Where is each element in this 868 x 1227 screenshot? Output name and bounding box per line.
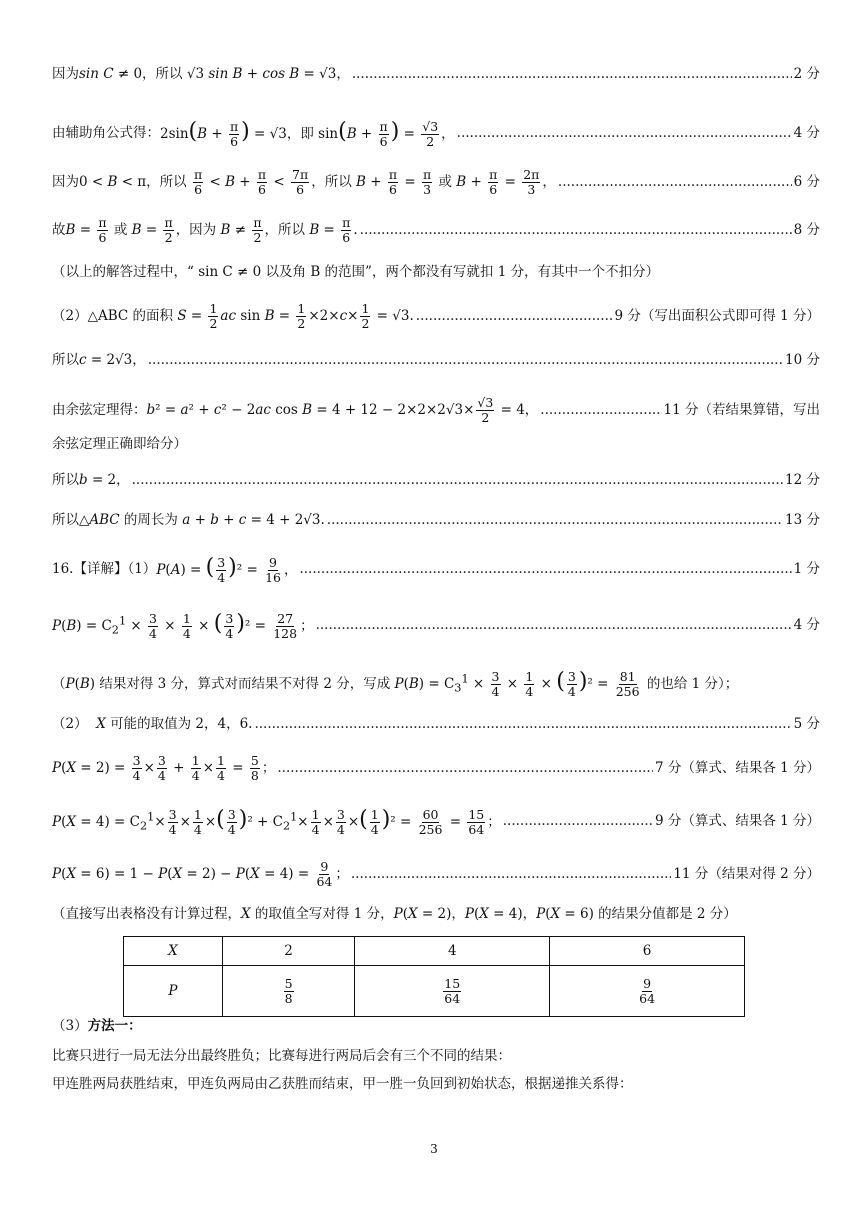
line-text: 余弦定理正确即给分） [52, 436, 187, 452]
score-label: 11 分（若结果算错，写出 [663, 401, 820, 418]
math-expr: P(X = 2) = $\frac{3}{4}$ × $\frac{3}{4}$ + $\frac{1}{4}$ × $\frac{1}{4}$ = $\frac{5}{8}$ ； [52, 753, 276, 783]
solution-line-20 [52, 1048, 820, 1065]
leader-dots [316, 617, 792, 634]
solution-line-1 [52, 66, 820, 83]
leader-dots [360, 222, 792, 239]
score-label: 4 分 [793, 616, 820, 633]
leader-dots [457, 125, 792, 142]
math-expr: P(X = 6) = 1 − P(X = 2) − P(X = 4) = $\frac{9}{64}$ ； [52, 859, 349, 889]
grading-note-3 [52, 906, 820, 923]
math-expr: sin C ≠ 0，所以 √3 sin B + cos B = √3， [79, 66, 350, 82]
leader-dots [352, 66, 792, 83]
leader-dots [351, 866, 671, 883]
line-text: 所以 [52, 512, 79, 528]
math-expr: $P(B) = C_2^1$ × $\frac{3}{4}$ × $\frac{1}{4}$ × ( $\frac{3}{4}$ )² = $\frac{27}{128}$ ； [52, 611, 314, 641]
solution-line-19 [52, 1018, 820, 1035]
score-label: 5 分 [793, 716, 820, 732]
grading-note-1 [52, 264, 820, 281]
table-row-label: P [124, 966, 223, 1017]
table-row [124, 966, 745, 1017]
table-header-row [124, 937, 745, 966]
solution-line-4 [52, 216, 820, 245]
line-text: （2） [52, 716, 88, 732]
math-expr: X 可能的取值为 2，4，6. [96, 716, 253, 732]
solution-line-3 [52, 168, 820, 197]
line-text: 由辅助角公式得： [52, 124, 160, 141]
line-text: 甲连胜两局获胜结束，甲连负两局由乙获胜而结束，甲一胜一负回到初始状态，根据递推关系得： [52, 1076, 633, 1092]
score-label: 9 分（算式、结果各 1 分） [654, 812, 820, 829]
leader-dots [132, 472, 783, 489]
grading-note-2 [52, 668, 820, 699]
solution-line-10 [52, 512, 820, 529]
solution-line-8 [52, 396, 820, 425]
solution-line-15 [52, 754, 820, 783]
line-text: （2）△ABC 的面积 [52, 307, 174, 324]
math-expr: b² = a² + c² − 2ac cos B = 4 + 12 − 2×2×2√3× $\frac{√3}{2}$ = 4， [146, 395, 539, 425]
solution-line-9 [52, 472, 820, 489]
leader-dots [254, 716, 791, 733]
score-label: 9 分（写出面积公式即可得 1 分） [614, 307, 820, 324]
line-text: 故 [52, 221, 66, 238]
table-header-cell: 2 [222, 937, 355, 966]
score-label: 2 分 [793, 66, 820, 82]
page-number: 3 [430, 1142, 438, 1156]
line-text: （3） [52, 1018, 88, 1034]
line-text: 16.【详解】（1） [52, 560, 157, 577]
leader-dots [277, 760, 653, 777]
solution-line-12 [52, 610, 820, 641]
math-expr: b = 2， [79, 472, 130, 488]
leader-dots [540, 402, 661, 419]
leader-dots [327, 512, 783, 529]
leader-dots [416, 308, 613, 325]
math-expr: S = $\frac{1}{2}$ ac sin B = $\frac{1}{2}$ ×2×c× $\frac{1}{2}$ = √3. [177, 301, 414, 331]
solution-line-21 [52, 1076, 820, 1093]
score-label: 13 分 [785, 512, 820, 528]
score-label: 12 分 [785, 472, 820, 488]
table-cell: $\frac{15}{64}$ [355, 966, 550, 1017]
leader-dots [299, 561, 791, 578]
table-header-cell: 4 [355, 937, 550, 966]
line-text: 所以 [52, 352, 79, 368]
score-label: 4 分 [793, 124, 820, 141]
math-expr: c = 2√3， [79, 352, 146, 368]
line-text: 所以 [52, 472, 79, 488]
math-expr: △ABC 的周长为 a + b + c = 4 + 2√3. [79, 512, 325, 528]
table-header-cell: X [124, 937, 223, 966]
solution-line-7 [52, 352, 820, 369]
leader-dots [503, 813, 653, 830]
line-text: 比赛只进行一局无法分出最终胜负；比赛每进行两局后会有三个不同的结果： [52, 1048, 511, 1064]
note-text: （以上的解答过程中，“ sin C ≠ 0 以及角 B 的范围”，两个都没有写就扣 1 分，有其中一个不扣分） [52, 264, 660, 280]
solution-line-8-cont [52, 436, 820, 453]
leader-dots [148, 352, 783, 369]
solution-line-6 [52, 302, 820, 331]
line-text: 由余弦定理得： [52, 401, 147, 418]
note-text: （直接写出表格没有计算过程，X 的取值全写对得 1 分，P(X = 2)，P(X = 4)，P(X = 6) 的结果分值都是 2 分） [52, 906, 737, 922]
math-expr: B = $\frac{\pi}{6}$ 或 B = $\frac{\pi}{2}$ ，因为 B ≠ $\frac{\pi}{2}$ ，所以 B = $\frac{\pi}{6}$ . [65, 215, 358, 245]
score-label: 6 分 [793, 173, 820, 190]
math-expr: P(A) = ( $\frac{3}{4}$ )² = $\frac{9}{16}$ ， [156, 555, 298, 585]
score-label: 1 分 [793, 560, 820, 577]
solution-line-11 [52, 554, 820, 585]
solution-line-14 [52, 716, 820, 733]
score-label: 10 分 [785, 352, 820, 368]
math-expr: 2sin(B + $\frac{\pi}{6}$ ) = √3，即 sin(B + $\frac{\pi}{6}$ ) = $\frac{√3}{2}$ ， [160, 119, 455, 149]
leader-dots [558, 174, 792, 191]
math-expr: 0 < B < π，所以 $\frac{\pi}{6}$ < B + $\frac{\pi}{6}$ < $\frac{7\pi}{6}$ ，所以 B + $\frac{\pi}{6}$ = $\frac{\pi}{3}$ 或 B + $\frac{\pi}{6}$ = $\frac{2\pi}{3}$ ， [79, 167, 556, 197]
table-cell: $\frac{9}{64}$ [550, 966, 745, 1017]
line-text: 因为 [52, 66, 79, 82]
score-label: 8 分 [793, 221, 820, 238]
table-header-cell: 6 [550, 937, 745, 966]
solution-line-17 [52, 860, 820, 889]
score-label: 11 分（结果对得 2 分） [673, 865, 820, 882]
score-label: 7 分（算式、结果各 1 分） [654, 759, 820, 776]
line-text: 因为 [52, 173, 79, 190]
note-text: （P(B) 结果对得 3 分，算式对而结果不对得 2 分，写成 $P(B) = C_3^1$ × $\frac{3}{4}$ × $\frac{1}{4}$ × ( $\frac{3}{4}$ )² = $\frac{81}{256}$ 的也给 1 分）； [52, 669, 739, 699]
distribution-table [123, 936, 745, 1017]
table-cell: $\frac{5}{8}$ [222, 966, 355, 1017]
solution-line-16 [52, 806, 820, 837]
solution-line-2 [52, 118, 820, 149]
method-heading: 方法一： [87, 1018, 142, 1034]
math-expr: $P(X = 4) = C_2^1\times$ $\frac{3}{4}$ × $\frac{1}{4}$ ×( $\frac{3}{4}$ )$^2 + C_2^1\times$ $\frac{1}{4}$ × $\frac{3}{4}$ ×( $\frac{1}{4}$ )² = $\frac{60}{256}$ = $\frac{15}{64}$ ； [52, 807, 501, 837]
